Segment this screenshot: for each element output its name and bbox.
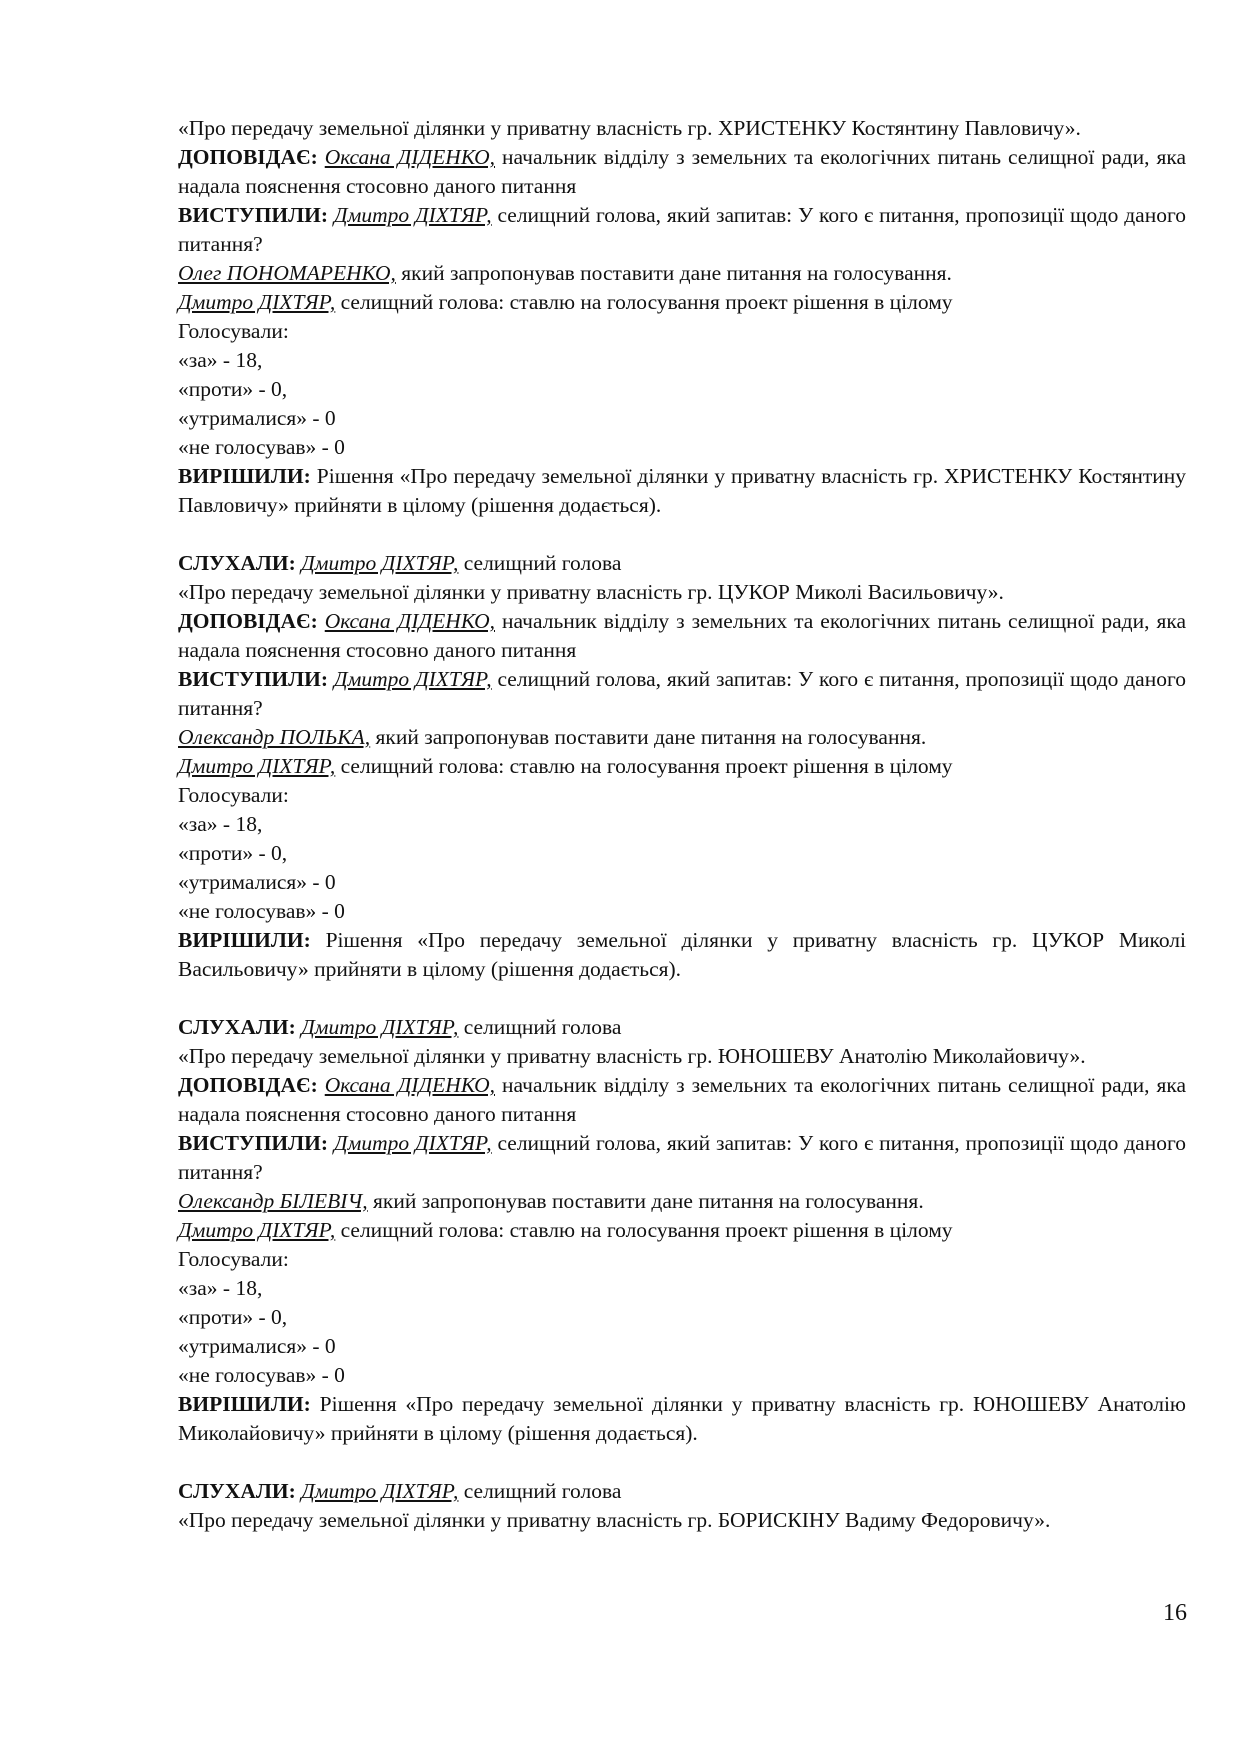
speaker-text: селищний голова, який запитав: У кого є питання, пропозиції щодо даного питання? (178, 203, 1186, 256)
heard-label: СЛУХАЛИ: (178, 1015, 296, 1039)
reporter-text: начальник відділу з земельних та екологічних питань селищної ради, яка надала пояснення стосовно даного питання (178, 145, 1187, 198)
speakers-line (178, 201, 1186, 259)
speakers-line (178, 1129, 1186, 1187)
proposer-line (178, 1187, 1186, 1216)
speakers-label: ВИСТУПИЛИ: (178, 1131, 329, 1155)
heard-text: селищний голова (458, 1479, 622, 1503)
chair-name: Дмитро ДІХТЯР, (178, 1218, 336, 1242)
decision-line (178, 462, 1186, 520)
vote-for: «за» - 18, (178, 1276, 263, 1300)
heard-name: Дмитро ДІХТЯР, (301, 1015, 459, 1039)
heard-label: СЛУХАЛИ: (178, 551, 296, 575)
agenda-item (178, 549, 1186, 984)
reporter-text: начальник відділу з земельних та екологічних питань селищної ради, яка надала пояснення стосовно даного питання (178, 609, 1187, 662)
reporter-name: Оксана ДІДЕНКО, (324, 609, 495, 633)
decided-text: Рішення «Про передачу земельної ділянки у приватну власність гр. ЦУКОР Миколі Васильовичу» прийняти в цілому (рішення додається). (178, 928, 1186, 981)
speaker-name: Дмитро ДІХТЯР, (333, 203, 492, 227)
reporter-line (178, 607, 1186, 665)
chair-text: селищний голова: ставлю на голосування проект рішення в цілому (335, 1218, 953, 1242)
proposer-name: Олександр ПОЛЬКА, (178, 725, 371, 749)
document-page (178, 114, 1186, 1535)
speaker-name: Дмитро ДІХТЯР, (333, 1131, 492, 1155)
decision-line (178, 926, 1186, 984)
chair-line (178, 1216, 1186, 1245)
decided-text: Рішення «Про передачу земельної ділянки у приватну власність гр. ЮНОШЕВУ Анатолію Миколайовичу» прийняти в цілому (рішення додається). (178, 1392, 1186, 1445)
reporter-name: Оксана ДІДЕНКО, (324, 145, 495, 169)
vote-abstained: «утрималися» - 0 (178, 1334, 336, 1358)
speakers-line (178, 665, 1186, 723)
reporter-label: ДОПОВІДАЄ: (178, 1073, 318, 1097)
voted-label: Голосували: (178, 783, 289, 807)
reporter-label: ДОПОВІДАЄ: (178, 609, 318, 633)
item-title: «Про передачу земельної ділянки у приватну власність гр. ЮНОШЕВУ Анатолію Миколайовичу». (178, 1044, 1086, 1068)
section-gap (178, 984, 1186, 1013)
reporter-text: начальник відділу з земельних та екологічних питань селищної ради, яка надала пояснення стосовно даного питання (178, 1073, 1187, 1126)
proposer-text: який запропонував поставити дане питання на голосування. (367, 1189, 924, 1213)
section-gap (178, 520, 1186, 549)
chair-name: Дмитро ДІХТЯР, (178, 290, 336, 314)
reporter-line (178, 1071, 1186, 1129)
proposer-line (178, 259, 1186, 288)
heard-name: Дмитро ДІХТЯР, (301, 1479, 459, 1503)
heard-name: Дмитро ДІХТЯР, (301, 551, 459, 575)
proposer-name: Олег ПОНОМАРЕНКО, (178, 261, 396, 285)
proposer-line (178, 723, 1186, 752)
agenda-item (178, 1013, 1186, 1448)
chair-name: Дмитро ДІХТЯР, (178, 754, 336, 778)
decided-label: ВИРІШИЛИ: (178, 1392, 311, 1416)
agenda-item (178, 114, 1186, 520)
section-gap (178, 1448, 1186, 1477)
heard-line (178, 549, 1186, 578)
speaker-text: селищний голова, який запитав: У кого є питання, пропозиції щодо даного питання? (178, 1131, 1186, 1184)
reporter-name: Оксана ДІДЕНКО, (324, 1073, 495, 1097)
vote-not-voted: «не голосував» - 0 (178, 899, 345, 923)
vote-abstained: «утрималися» - 0 (178, 406, 336, 430)
heard-line (178, 1477, 1186, 1506)
heard-text: селищний голова (458, 1015, 622, 1039)
item-title: «Про передачу земельної ділянки у приватну власність гр. ХРИСТЕНКУ Костянтину Павловичу». (178, 116, 1081, 140)
vote-against: «проти» - 0, (178, 1305, 288, 1329)
vote-not-voted: «не голосував» - 0 (178, 1363, 345, 1387)
decided-text: Рішення «Про передачу земельної ділянки у приватну власність гр. ХРИСТЕНКУ Костянтину Павловичу» прийняти в цілому (рішення додається). (178, 464, 1186, 517)
vote-not-voted: «не голосував» - 0 (178, 435, 345, 459)
proposer-text: який запропонував поставити дане питання на голосування. (395, 261, 952, 285)
speaker-text: селищний голова, який запитав: У кого є питання, пропозиції щодо даного питання? (178, 667, 1186, 720)
vote-against: «проти» - 0, (178, 377, 288, 401)
chair-line (178, 752, 1186, 781)
heard-line (178, 1013, 1186, 1042)
voted-label: Голосували: (178, 1247, 289, 1271)
vote-for: «за» - 18, (178, 348, 263, 372)
chair-text: селищний голова: ставлю на голосування проект рішення в цілому (335, 754, 953, 778)
heard-text: селищний голова (458, 551, 622, 575)
proposer-text: який запропонував поставити дане питання на голосування. (370, 725, 927, 749)
decided-label: ВИРІШИЛИ: (178, 464, 311, 488)
agenda-item (178, 1477, 1186, 1535)
vote-against: «проти» - 0, (178, 841, 288, 865)
heard-label: СЛУХАЛИ: (178, 1479, 296, 1503)
vote-abstained: «утрималися» - 0 (178, 870, 336, 894)
decided-label: ВИРІШИЛИ: (178, 928, 311, 952)
speakers-label: ВИСТУПИЛИ: (178, 203, 329, 227)
voted-label: Голосували: (178, 319, 289, 343)
chair-line (178, 288, 1186, 317)
proposer-name: Олександр БІЛЕВІЧ, (178, 1189, 368, 1213)
item-title: «Про передачу земельної ділянки у приватну власність гр. БОРИСКІНУ Вадиму Федоровичу». (178, 1508, 1051, 1532)
decision-line (178, 1390, 1186, 1448)
page-number: 16 (1163, 1600, 1187, 1626)
item-title: «Про передачу земельної ділянки у приватну власність гр. ЦУКОР Миколі Васильовичу». (178, 580, 1004, 604)
chair-text: селищний голова: ставлю на голосування проект рішення в цілому (335, 290, 953, 314)
speaker-name: Дмитро ДІХТЯР, (333, 667, 492, 691)
reporter-line (178, 143, 1186, 201)
vote-for: «за» - 18, (178, 812, 263, 836)
speakers-label: ВИСТУПИЛИ: (178, 667, 329, 691)
reporter-label: ДОПОВІДАЄ: (178, 145, 318, 169)
